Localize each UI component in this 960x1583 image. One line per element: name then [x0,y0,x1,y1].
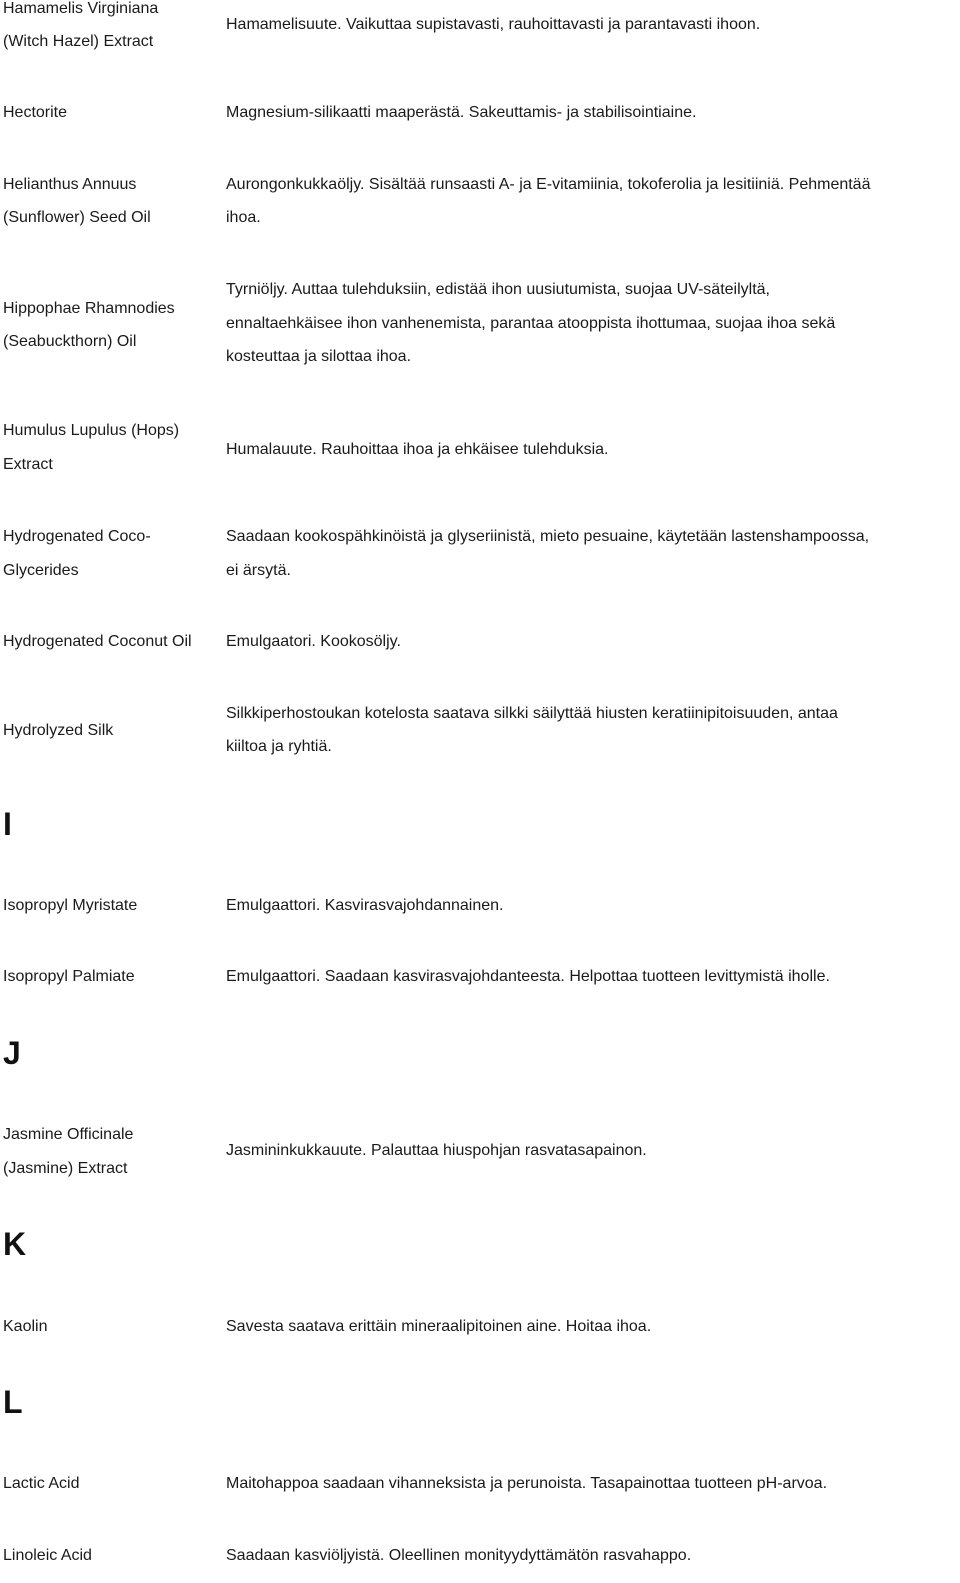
ingredient-name-line2: (Witch Hazel) Extract [3,33,154,50]
ingredient-name: Jasmine Officinale [3,1126,134,1143]
ingredient-name: Lactic Acid [3,1475,80,1492]
ingredient-description: Saadaan kookospähkinöistä ja glyseriinistä, mieto pesuaine, käytetään lastenshampoossa, [226,528,870,545]
ingredient-description: Humalauute. Rauhoittaa ihoa ja ehkäisee tulehduksia. [226,441,609,458]
ingredient-name-line2: Extract [3,456,53,473]
ingredient-name-line2: (Sunflower) Seed Oil [3,209,151,226]
ingredient-name: Linoleic Acid [3,1547,92,1564]
ingredient-description: Magnesium-silikaatti maaperästä. Sakeuttamis- ja stabilisointiaine. [226,104,697,121]
ingredient-description-line2: kiiltoa ja ryhtiä. [226,738,332,755]
section-letter-i: I [3,806,12,842]
ingredient-description: Emulgaattori. Kasvirasvajohdannainen. [226,897,504,914]
ingredient-name: Hydrolyzed Silk [3,722,114,739]
ingredient-description: Savesta saatava erittäin mineraalipitoinen aine. Hoitaa ihoa. [226,1318,652,1335]
ingredient-description: Jasmininkukkauute. Palauttaa hiuspohjan rasvatasapainon. [226,1142,647,1159]
ingredient-name: Kaolin [3,1318,48,1335]
section-letter-l: L [3,1384,23,1420]
ingredient-name: Hippophae Rhamnodies [3,300,175,317]
ingredient-name: Hamamelis Virginiana [3,0,159,17]
ingredient-description: Aurongonkukkaöljy. Sisältää runsaasti A- ja E-vitamiinia, tokoferolia ja lesitiiniä. Pehmentää [226,176,871,193]
ingredient-name: Isopropyl Palmiate [3,968,135,985]
ingredient-description-line2: ennaltaehkäisee ihon vanhenemista, parantaa atooppista ihottumaa, suojaa ihoa sekä [226,315,836,332]
ingredient-description: Tyrniöljy. Auttaa tulehduksiin, edistää ihon uusiutumista, suojaa UV-säteilyltä, [226,281,770,298]
ingredient-description: Maitohappoa saadaan vihanneksista ja perunoista. Tasapainottaa tuotteen pH-arvoa. [226,1475,828,1492]
ingredient-description: Hamamelisuute. Vaikuttaa supistavasti, rauhoittavasti ja parantavasti ihoon. [226,16,761,33]
ingredient-name: Hydrogenated Coco- [3,528,151,545]
ingredient-description-line3: kosteuttaa ja silottaa ihoa. [226,348,412,365]
ingredient-name: Humulus Lupulus (Hops) [3,422,180,439]
ingredient-description: Saadaan kasviöljyistä. Oleellinen monityydyttämätön rasvahappo. [226,1547,692,1564]
section-letter-k: K [3,1226,27,1262]
ingredient-name-line2: (Seabuckthorn) Oil [3,333,137,350]
ingredient-name-line2: Glycerides [3,562,79,579]
ingredient-name: Hectorite [3,104,68,121]
ingredient-description-line2: ei ärsytä. [226,562,291,579]
ingredient-name: Helianthus Annuus [3,176,137,193]
ingredient-description: Emulgaatori. Kookosöljy. [226,633,401,650]
section-letter-j: J [3,1035,21,1071]
ingredient-description-line2: ihoa. [226,209,261,226]
ingredient-name: Hydrogenated Coconut Oil [3,633,192,650]
ingredient-description: Emulgaattori. Saadaan kasvirasvajohdanteesta. Helpottaa tuotteen levittymistä iholle. [226,968,830,985]
ingredient-description: Silkkiperhostoukan kotelosta saatava silkki säilyttää hiusten keratiinipitoisuuden, antaa [226,705,838,722]
ingredient-name: Isopropyl Myristate [3,897,138,914]
ingredient-name-line2: (Jasmine) Extract [3,1160,128,1177]
